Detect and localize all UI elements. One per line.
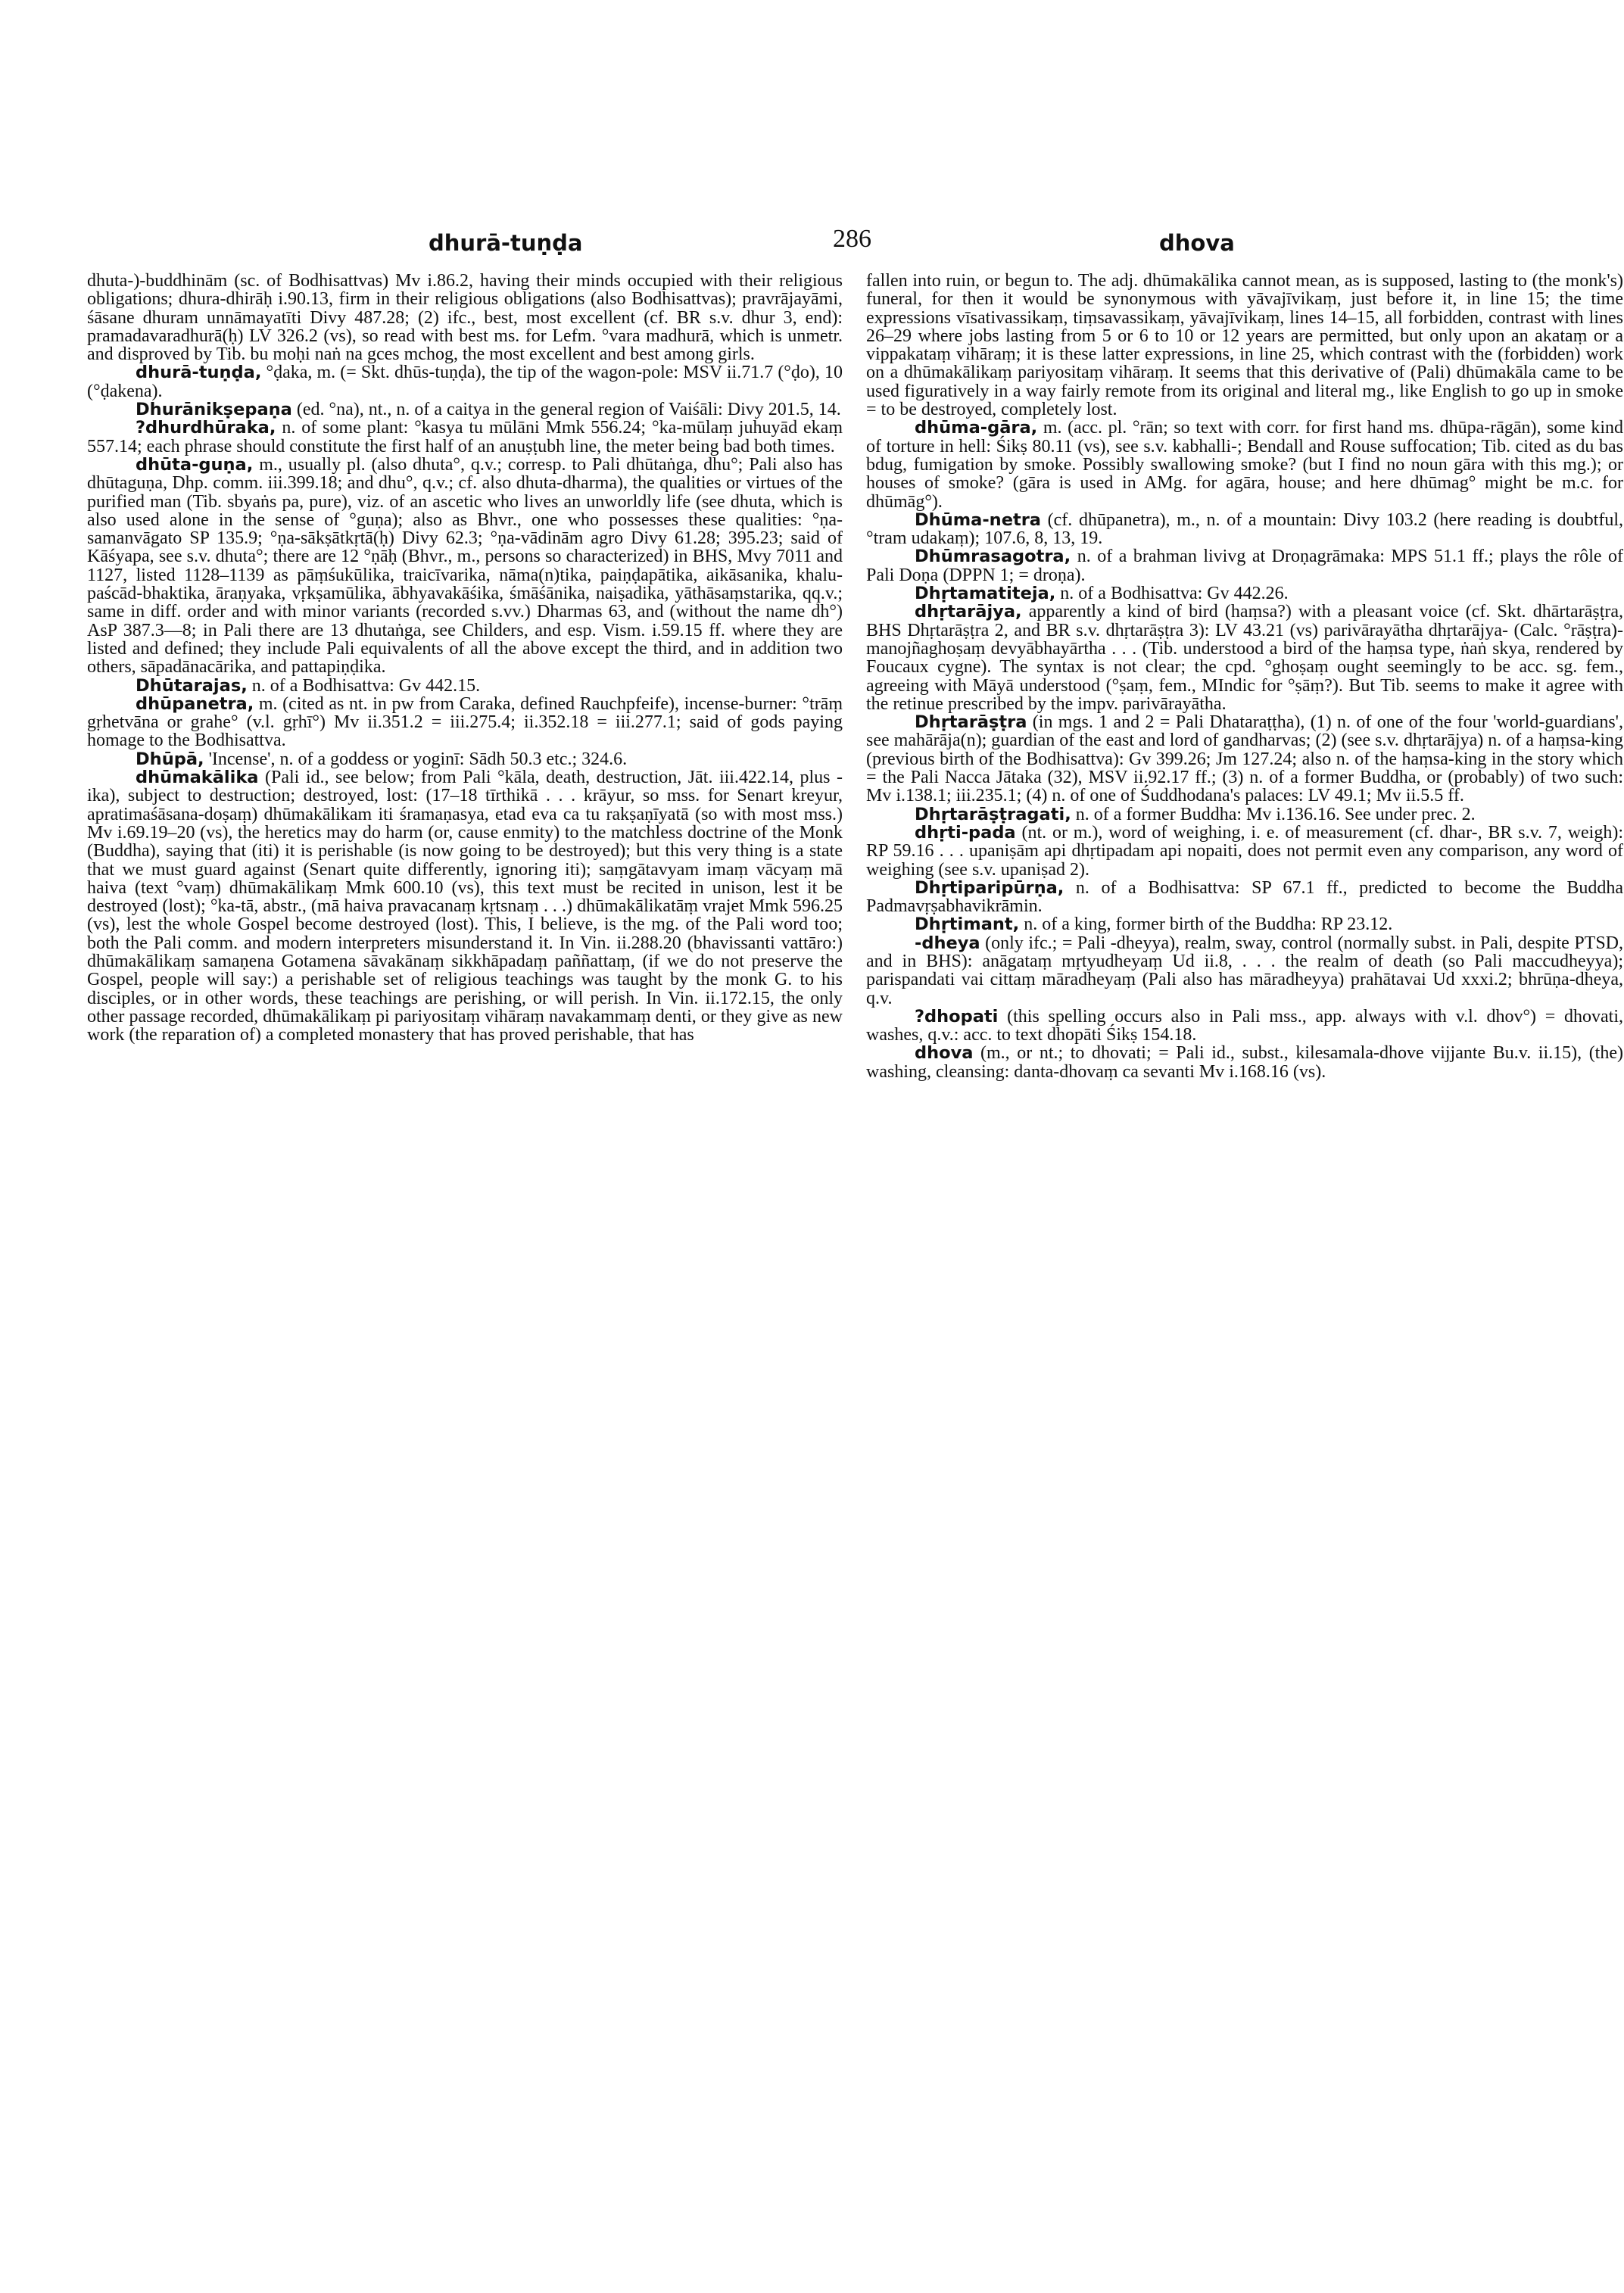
- dictionary-entry: [87, 677, 843, 695]
- entry-definition: fallen into ruin, or begun to. The adj. dhūmakālika cannot mean, as is supposed, lasting to (the monk's) funeral, for then it would be synonymous with yāvajīvikaṃ, just before it, in line 15; the time expressions vīsativassikaṃ, tiṃsavassikaṃ, yāvajīvikaṃ, lines 14–15, all forbidden, contrast with lines 26–29 where jobs lasting from 5 or 6 to 10 or 12 years are permitted, but only upon an akataṃ or a vippakataṃ vihāraṃ; it is these latter expressions, in line 25, which contrast with the (forbidden) work on a dhūmakālikaṃ pariyositaṃ vihāraṃ. It seems that this derivative of (Pali) dhūmakāla came to be used figuratively in a way fairly remote from its original and literal mg., like English to go up in smoke = to be destroyed, completely lost.: [866, 272, 1623, 420]
- entry-headword: Dhṛtimant,: [915, 914, 1020, 935]
- entry-definition: m. (acc. pl. °rān; so text with corr. for first hand ms. dhūpa-rāgān), some kind of torture in hell: Śikṣ 80.11 (vs), see s.v. kabhalli-; Bendall and Rouse suffocation; Tib. cited as du bas bdug, fumigation by smoke. Possibly swallowing smoke? (but I find no noun gāra with this mg.); or houses of smoke? (gāra is used in AMg. for agāra, house; and here dhūmag° might be m.c. for dhūmāg°).: [866, 418, 1623, 512]
- entry-definition: (this spelling occurs also in Pali mss., app. always with v.l. dhov°) = dhovati, washes, q.v.: acc. to text dhopāti Śikṣ 154.18.: [866, 1006, 1623, 1045]
- entry-headword: dhṛti-pada: [915, 822, 1016, 843]
- entry-headword: Dhūma-netra: [915, 509, 1041, 530]
- entry-definition: (only ifc.; = Pali -dheyya), realm, sway, control (normally subst. in Pali, despite PTSD, and in BHS): anāgataṃ mṛtyudheyaṃ Ud ii.8, . . . the realm of death (so Pali maccudheyya); parispandati vai cittaṃ māradheyaṃ (Pali also has māradheyya) prahātavai Ud xxxi.2; bhrūṇa-dheya, q.v.: [866, 933, 1623, 1008]
- entry-definition: (in mgs. 1 and 2 = Pali Dhataraṭṭha), (1) n. of one of the four 'world-guardians', see mahārāja(n); guardian of the east and lord of gandharvas; (2) (see s.v. dhṛtarājya) n. of a haṃsa-king (previous birth of the Bodhisattva): Gv 399.26; Jm 127.24; also n. of the haṃsa-king in the story which = the Pali Nacca Jātaka (32), MSV ii.92.17 ff.; (3) n. of a former Buddha, or (probably) of two such: Mv i.138.1; iii.235.1; (4) n. of one of Śuddhodana's palaces: LV 49.1; Mv ii.5.5 ff.: [866, 712, 1623, 806]
- dictionary-entry: [866, 603, 1623, 713]
- entry-headword: dhūmakālika: [136, 768, 259, 788]
- dictionary-entry: [866, 584, 1623, 603]
- entry-definition: (m., or nt.; to dhovati; = Pali id., subst., kilesamala-dhove vijjante Bu.v. ii.15), (the) washing, cleansing: danta-dhovaṃ ca sevanti Mv i.168.16 (vs).: [866, 1043, 1623, 1082]
- dictionary-entry: [866, 419, 1623, 510]
- dictionary-entry: [866, 713, 1623, 805]
- entry-headword: dhūpanetra,: [136, 693, 254, 714]
- entry-definition: n. of a king, former birth of the Buddha: RP 23.12.: [1024, 914, 1393, 935]
- entry-headword: Dhūtarajas,: [136, 675, 248, 696]
- dictionary-entry: [866, 1044, 1623, 1081]
- left-column: [87, 272, 843, 2240]
- entry-headword: Dhṛtamatiteja,: [915, 584, 1056, 604]
- dictionary-entry: [87, 695, 843, 750]
- entry-headword: Dhurānikṣepaṇa: [136, 400, 292, 420]
- dictionary-entry: [87, 419, 843, 456]
- page-number: 286: [833, 225, 871, 253]
- entry-definition: n. of a Bodhisattva: Gv 442.26.: [1060, 584, 1289, 604]
- dictionary-entry: [866, 805, 1623, 824]
- dictionary-entry: [87, 750, 843, 768]
- dictionary-entry: [866, 824, 1623, 879]
- right-column: [866, 272, 1623, 2240]
- entry-definition: n. of a Bodhisattva: SP 67.1 ff., predicted to become the Buddha Padmavṛṣabhavikrāmin.: [866, 877, 1623, 917]
- entry-definition: (nt. or m.), word of weighing, i. e. of measurement (cf. dhar-, BR s.v. 7, weigh): RP 59.16 . . . upaniṣām api dhṛtipadam api nopaiti, does not permit even any comparison, any word of weighing (see s.v. upaniṣad 2).: [866, 822, 1623, 880]
- entry-definition: m. (cited as nt. in pw from Caraka, defined Rauchpfeife), incense-burner: °trāṃ gṛhetvāna or grahe° (v.l. gṛhī°) Mv ii.351.2 = iii.275.4; ii.352.18 = iii.277.1; said of gods paying homage to the Bodhisattva.: [87, 693, 843, 751]
- entry-definition: n. of a brahman livivg at Droṇagrāmaka: MPS 51.1 ff.; plays the rôle of Pali Doṇa (DPPN 1; = droṇa).: [866, 547, 1623, 585]
- entry-headword: -dheya: [915, 933, 980, 953]
- entry-headword: dhṛtarājya,: [915, 602, 1022, 622]
- entry-headword: Dhūmrasagotra,: [915, 547, 1071, 567]
- dictionary-entry: [866, 511, 1623, 548]
- entry-headword: dhova: [915, 1043, 974, 1064]
- entry-headword: ?dhurdhūraka,: [136, 418, 276, 438]
- entry-headword: Dhṛtarāṣṭragati,: [915, 804, 1071, 824]
- entry-headword: Dhṛtiparipūrṇa,: [915, 877, 1064, 898]
- entry-definition: apparently a kind of bird (haṃsa?) with a pleasant voice (cf. Skt. dhārtarāṣṭra, BHS Dhṛtarāṣṭra 2, and BR s.v. dhṛtarāṣṭra 3): LV 43.21 (vs) parivārayātha dhṛtarājya- (Calc. °rāṣṭra)-manojñaghoṣaṃ devyābhayārtha . . . (Tib. understood a bird of the haṃsa type, ṅaṅ skya, rendered by Foucaux cygne). The syntax is not clear; the cpd. °ghoṣaṃ ought seemingly to be acc. sg. fem., agreeing with Māyā understood (°ṣaṃ, fem., MIndic for °ṣāṃ?). But Tib. seems to make it agree with the retinue prescribed by the impv. parivārayātha.: [866, 602, 1623, 714]
- entry-headword: dhūma-gāra,: [915, 418, 1038, 438]
- dictionary-entry: [866, 934, 1623, 1008]
- dictionary-entry: [866, 879, 1623, 916]
- dictionary-entry: [866, 272, 1623, 419]
- entry-definition: (cf. dhūpanetra), m., n. of a mountain: Divy 103.2 (here reading is doubtful, °tram udakaṃ); 107.6, 8, 13, 19.: [866, 509, 1623, 549]
- entry-definition: n. of a Bodhisattva: Gv 442.15.: [251, 675, 481, 696]
- dictionary-entry: [866, 915, 1623, 933]
- entry-headword: dhurā-tuṇḍa,: [136, 363, 262, 383]
- dictionary-entry: [87, 272, 843, 363]
- dictionary-entry: [866, 1008, 1623, 1045]
- dictionary-entry: [866, 547, 1623, 584]
- entry-headword: ?dhopati: [915, 1006, 999, 1027]
- entry-definition: n. of a former Buddha: Mv i.136.16. See under prec. 2.: [1075, 804, 1476, 824]
- entry-definition: 'Incense', n. of a goddess or yoginī: Sādh 50.3 etc.; 324.6.: [208, 749, 628, 769]
- entry-headword: Dhṛtarāṣṭra: [915, 712, 1027, 733]
- running-head-left: dhurā-tuṇḍa: [429, 230, 583, 256]
- entry-definition: dhuta-)-buddhinām (sc. of Bodhisattvas) Mv i.86.2, having their minds occupied with their religious obligations; dhura-dhirāḥ i.90.13, firm in their religious obligations (also Bodhisattvas); pravrājayāmi, śāsane dhuram unnāmayatīti Divy 487.28; (2) ifc., best, most excellent (cf. BR s.v. dhur 3, end): pramadavaradhurā(ḥ) LV 326.2 (vs), so read with best ms. for Lefm. °vara madhurā, which is unmetr. and disproved by Tib. bu moḥi naṅ na gces mchog, the most excellent and best among girls.: [87, 272, 843, 365]
- entry-definition: m., usually pl. (also dhuta°, q.v.; corresp. to Pali dhūtaṅga, dhu°; Pali also has dhūtaguṇa, Dhp. comm. iii.399.18; and dhu°, q.v.; cf. also dhuta-dharma), the qualities or virtues of the purified man (Tib. sbyaṅs pa, pure), viz. of an ascetic who lives an unworldly life (see dhuta, which is also used alone in the sense of °guṇa); also as Bhvr., one who possesses these qualities: °ṇa-samanvāgato SP 135.9; °ṇa-sākṣātkṛtā(ḥ) Divy 62.3; °ṇa-vādinām agro Divy 61.28; 395.23; said of Kāśyapa, see s.v. dhuta°; there are 12 °ṇāḥ (Bhvr., m., persons so characterized) in BHS, Mvy 7011 and 1127, listed 1128–1139 as pāṃśukūlika, traicīvarika, nāma(n)tika, paiṇḍapātika, aikāsanika, khalu-paścād-bhaktika, āraṇyaka, vṛkṣamūlika, ābhyavakāśika, śmāśānika, naiṣadika, yāthāsaṃstarika, qq.v.; same in diff. order and with minor variants (recorded s.vv.) Dharmas 63, and (without the name dh°) AsP 387.3—8; in Pali there are 13 dhutaṅga, see Childers, and esp. Vism. i.59.15 ff. where they are listed and defined; they include Pali equivalents of all the above except the third, and in addition two others, sāpadānacārika, and pattapiṇḍika.: [87, 454, 843, 678]
- entry-headword: Dhūpā,: [136, 749, 204, 769]
- entry-headword: dhūta-guṇa,: [136, 454, 254, 475]
- entry-definition: (Pali id., see below; from Pali °kāla, death, destruction, Jāt. iii.422.14, plus -ika), subject to destruction; destroyed, lost: (17–18 tīrthikā . . . krāyur, so mss. for Senart kreyur, apratimaśāsana-doṣaṃ) dhūmakālikam iti śramaṇasya, etad eva ca tu rakṣaṇīyatā (so with most mss.) Mv i.69.19–20 (vs), the heretics may do harm (or, cause enmity) to the matchless doctrine of the Monk (Buddha), saying that (iti) it is perishable (is now going to be destroyed); but this very thing is a state that we must guard against (Senart quite differently, ignoring iti); saṃgātavyam imaṃ vācyaṃ mā haiva (text °vaṃ) dhūmakālikaṃ Mmk 600.10 (vs), this text must be recited in unison, lest it be destroyed (lost); °ka-tā, abstr., (mā haiva pravacanaṃ kṛtsnaṃ . . .) dhūmakālikatāṃ vrajet Mmk 596.25 (vs), lest the whole Gospel become destroyed (lost). This, I believe, is the mg. of the Pali word too; both the Pali comm. and modern interpreters misunderstand it. In Vin. ii.288.20 (bhavissanti vattāro:) dhūmakālikaṃ samaṇena Gotamena sāvakānaṃ sikkhāpadaṃ paññattaṃ, (if we do not preserve the Gospel, people will say:) a perishable set of religious teachings was taught by the monk G. to his disciples, or in other words, these teachings are perishing, or will perish. In Vin. ii.172.15, the only other passage recorded, dhūmakālikaṃ pi pariyositaṃ vihāraṃ navakammaṃ denti, or they give as new work (the reparation of) a completed monastery that has proved perishable, that has: [87, 768, 843, 1045]
- running-head-right: dhova: [1159, 230, 1235, 256]
- dictionary-entry: [87, 768, 843, 1044]
- entry-definition: °ḍaka, m. (= Skt. dhūs-tuṇḍa), the tip of the wagon-pole: MSV ii.71.7 (°ḍo), 10 (°ḍakena).: [87, 363, 843, 401]
- dictionary-entry: [87, 363, 843, 400]
- dictionary-entry: [87, 400, 843, 419]
- dictionary-entry: [87, 456, 843, 677]
- entry-definition: n. of some plant: °kasya tu mūlāni Mmk 556.24; °ka-mūlaṃ juhuyād ekaṃ 557.14; each phrase should constitute the first half of an anuṣṭubh line, the meter being bad both times.: [87, 418, 843, 456]
- entry-definition: (ed. °na), nt., n. of a caitya in the general region of Vaiśāli: Divy 201.5, 14.: [296, 400, 841, 420]
